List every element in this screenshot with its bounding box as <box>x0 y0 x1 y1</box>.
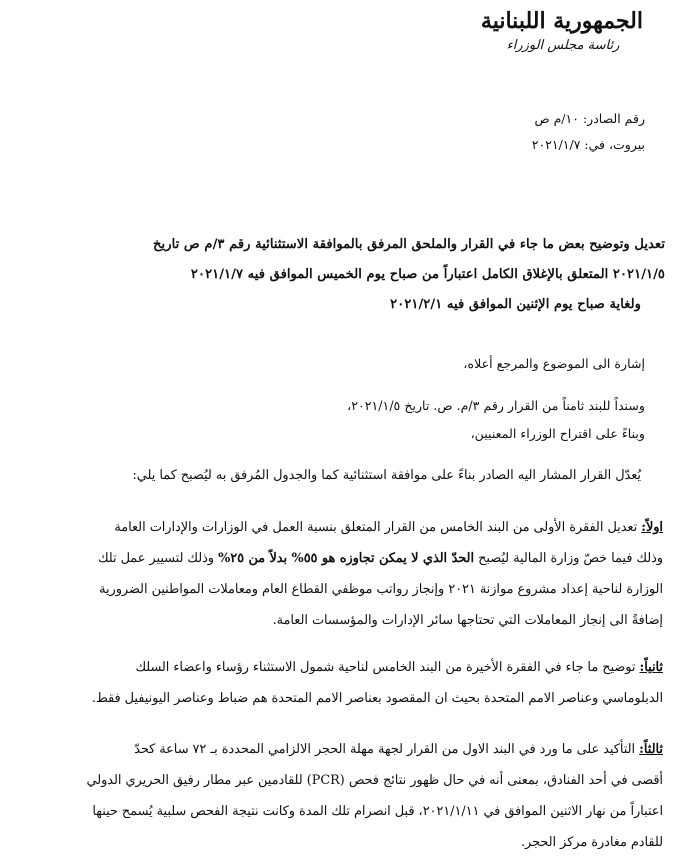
subject-line-1: تعديل وتوضيح بعض ما جاء في القرار والملحق المرفق بالموافقة الاستثنائية رقم ٣/م ص تاريخ <box>153 237 665 252</box>
section-third <box>30 734 663 858</box>
section-first-line-3: الوزارة لناحية إعداد مشروع موازنة ٢٠٢١ وإنجاز رواتب موظفي القطاع العام ومعاملات المواطنين الضرورية <box>99 582 663 597</box>
section-third-line-1: التأكيد على ما ورد في البند الاول من القرار لجهة مهلة الحجر الالزامي المحددة بـ ٧٢ ساعة كحدّ <box>134 742 640 757</box>
reference-number: رقم الصادر: ١٠/م ص <box>534 111 645 126</box>
section-third-line-2: أقصى في أحد الفنادق، بمعنى أنه في حال ظهور نتائج فحص (PCR) للقادمين عبر مطار رفيق الحريري الدولي <box>86 773 663 788</box>
section-third-line-3: اعتباراً من نهار الاثنين الموافق في ٢٠٢١/١/١١، قبل انصرام تلك المدة وكانت نتيجة الفحص سلبية يُسمح حينها <box>92 804 663 819</box>
section-second-line-1: توضيح ما جاء في الفقرة الأخيرة من البند الخامس لناحية شمول الاستثناء رؤساء واعضاء السلك <box>135 660 640 675</box>
reference-date: بيروت، في: ٢٠٢١/١/٧ <box>531 137 645 152</box>
section-first-line-2b: وذلك لتسيير عمل تلك <box>97 551 219 566</box>
section-second <box>30 652 663 714</box>
section-first-label: اولاً: <box>641 520 663 535</box>
amendment-intro: يُعدّل القرار المشار اليه الصادر بناءً على موافقة استثنائية كما والجدول المُرفق به ليُصبح كما يلي: <box>132 468 641 483</box>
based-on-line-1: وسنداً للبند ثامناً من القرار رقم ٣/م. ص. تاريخ ٢٠٢١/١/٥، <box>347 398 645 413</box>
subject-line-3: ولغاية صباح يوم الإثنين الموافق فيه ٢٠٢١/٢/١ <box>390 297 641 312</box>
reference-paragraph: إشارة الى الموضوع والمرجع أعلاه، <box>463 356 645 371</box>
section-second-line-2: الدبلوماسي وعناصر الامم المتحدة بحيث ان المقصود بعناصر الامم المتحدة هم ضباط وعناصر اليونيفيل فقط. <box>91 691 663 706</box>
subject-heading <box>24 230 665 320</box>
letterhead-title: الجمهورية اللبنانية <box>480 8 643 34</box>
based-on-paragraph <box>36 392 645 448</box>
section-first-line-1: تعديل الفقرة الأولى من البند الخامس من القرار المتعلق بنسبة العمل في الوزارات والإدارات العامة <box>114 520 642 535</box>
subject-line-2: ٢٠٢١/١/٥ المتعلق بالإغلاق الكامل اعتباراً من صباح يوم الخميس الموافق فيه ٢٠٢١/١/٧ <box>190 267 665 282</box>
section-first-line-2-bold: الحدّ الذي لا يمكن تجاوزه هو ٥٥% بدلاً من ٢٥% <box>218 551 474 566</box>
section-third-line-4: للقادم مغادرة مركز الحجر. <box>520 835 663 850</box>
letterhead-subtitle: رئاسة مجلس الوزراء <box>506 38 620 53</box>
section-first-line-4: إضافةً الى إنجاز المعاملات التي تحتاجها سائر الإدارات والمؤسسات العامة. <box>272 613 663 628</box>
section-second-label: ثانياً: <box>639 660 663 675</box>
based-on-line-2: وبناءً على اقتراح الوزراء المعنيين، <box>470 426 645 441</box>
section-first-line-2a: وذلك فيما خصّ وزارة المالية ليُصبح <box>474 551 663 566</box>
section-first <box>30 512 663 636</box>
letterhead <box>480 6 643 54</box>
section-third-label: ثالثاً: <box>639 742 663 757</box>
